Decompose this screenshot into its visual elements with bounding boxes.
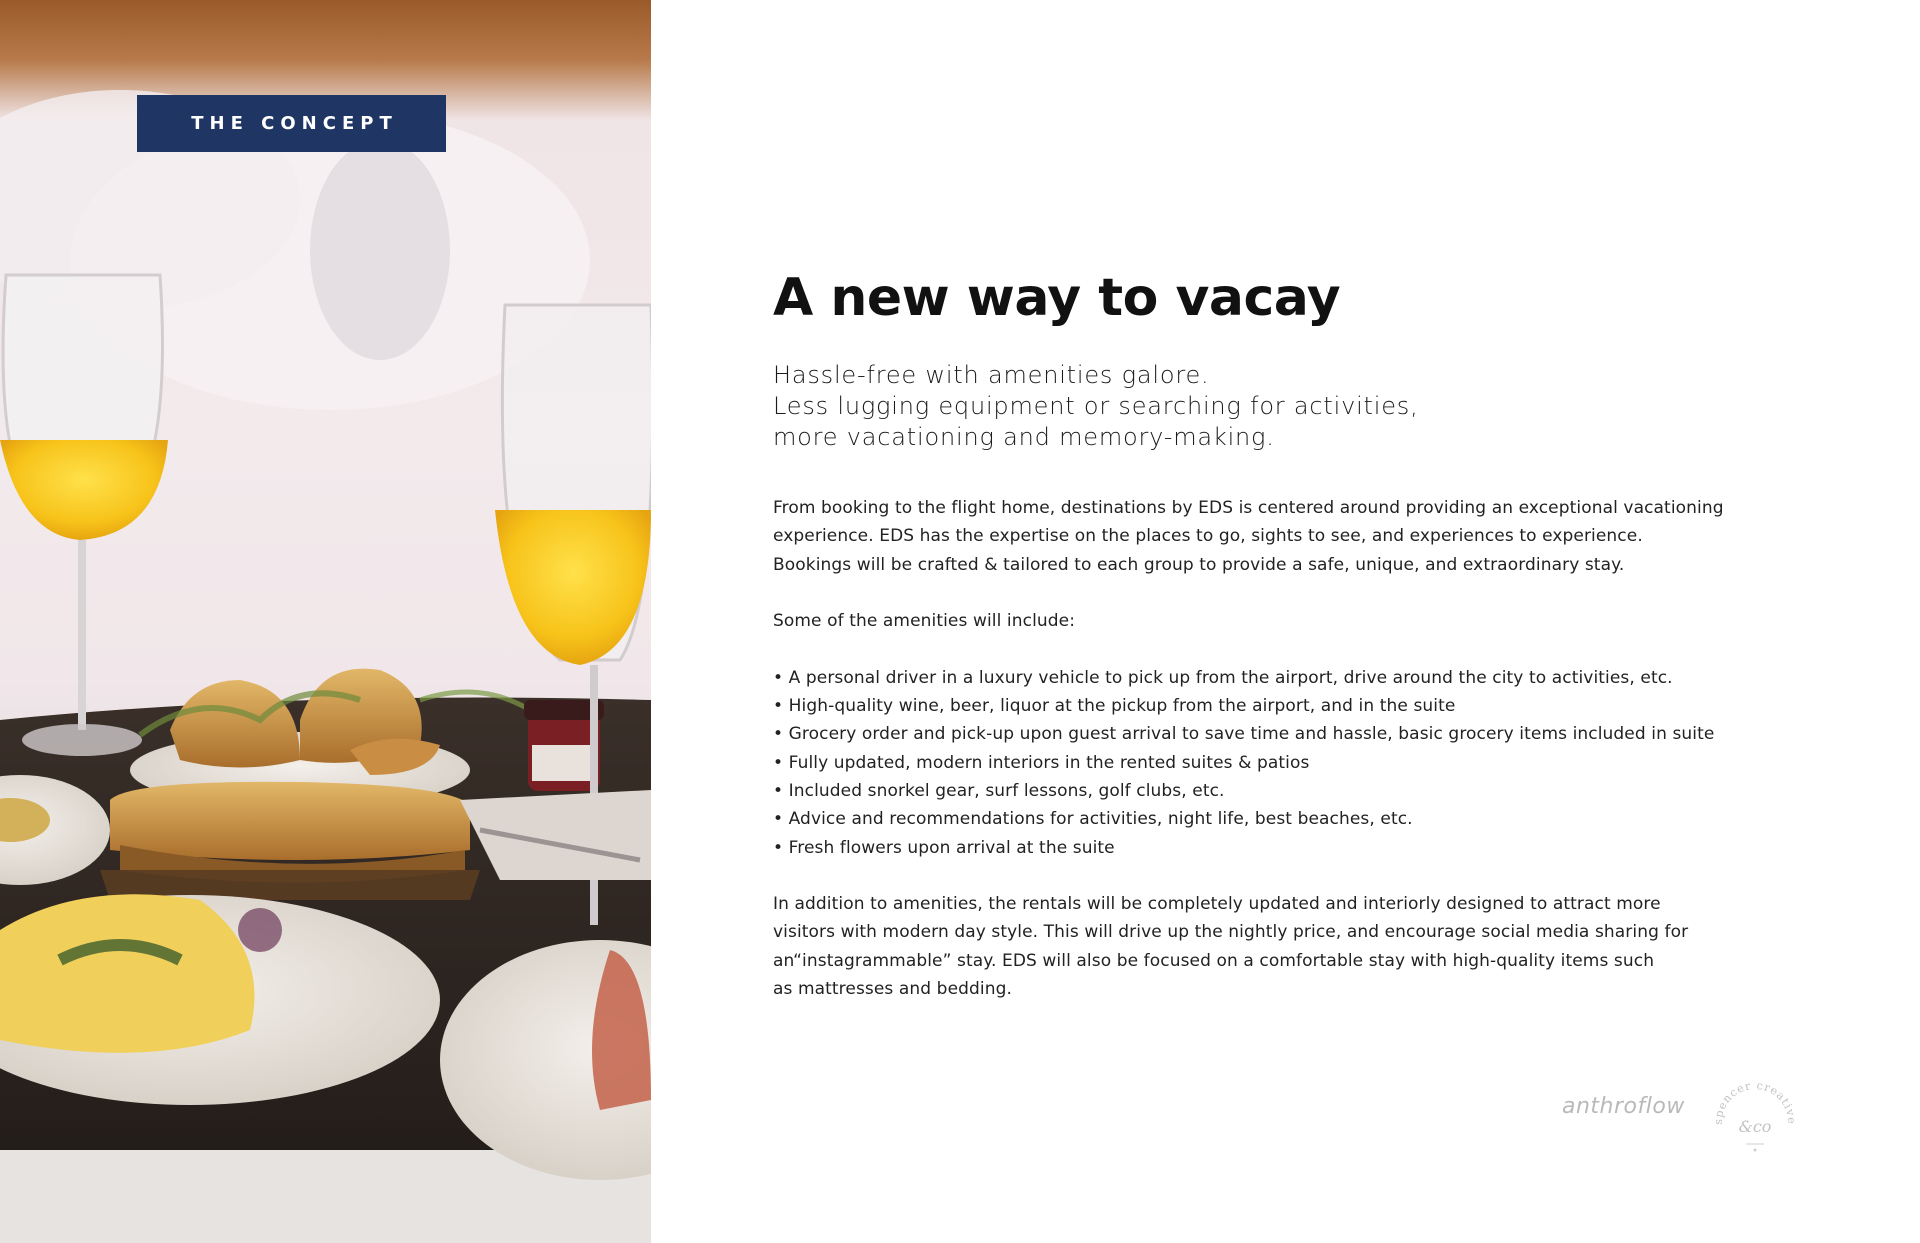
intro-line: experience. EDS has the expertise on the places to go, sights to see, and experiences to experience. — [773, 526, 1643, 547]
closing-line: an“instagrammable” stay. EDS will also be focused on a comfortable stay with high-quality items such — [773, 950, 1655, 971]
breakfast-illustration — [0, 0, 651, 1243]
page-title: A new way to vacay — [773, 268, 1341, 328]
intro-line: Bookings will be crafted & tailored to each group to provide a safe, unique, and extraordinary stay. — [773, 554, 1625, 575]
amenity-item: • A personal driver in a luxury vehicle to pick up from the airport, drive around the city to activities, etc. — [773, 667, 1673, 688]
intro-line: From booking to the flight home, destinations by EDS is centered around providing an exceptional vacationing — [773, 498, 1724, 518]
amenity-item: • High-quality wine, beer, liquor at the pickup from the airport, and in the suite — [773, 696, 1456, 717]
subhead-line: more vacationing and memory-making. — [773, 423, 1275, 451]
amenity-item: • Advice and recommendations for activities, night life, best beaches, etc. — [773, 809, 1413, 830]
amenity-item: • Fresh flowers upon arrival at the suite — [773, 837, 1115, 858]
svg-text:&co: &co — [1738, 1117, 1772, 1136]
amenity-item: • Fully updated, modern interiors in the rented suites & patios — [773, 752, 1310, 773]
subhead-line: Hassle-free with amenities galore. — [773, 361, 1210, 389]
concept-badge-label: THE CONCEPT — [191, 113, 398, 134]
amenities-intro: Some of the amenities will include: — [773, 611, 1076, 632]
concept-badge — [137, 95, 446, 152]
closing-line: visitors with modern day style. This will drive up the nightly price, and encourage social media sharing for — [773, 922, 1689, 943]
anthroflow-logo: anthroflow — [1562, 1094, 1685, 1119]
amenity-item: • Grocery order and pick-up upon guest arrival to save time and hassle, basic grocery items included in suite — [773, 724, 1715, 745]
subhead-line: Less lugging equipment or searching for activities, — [773, 392, 1419, 420]
closing-line: In addition to amenities, the rentals will be completely updated and interiorly designed to attract more — [773, 894, 1661, 915]
subhead — [773, 360, 1673, 453]
closing-line: as mattresses and bedding. — [773, 979, 1013, 1000]
spencer-creative-seal-icon — [1710, 1070, 1800, 1160]
breakfast-photo — [0, 0, 651, 1243]
amenity-item: • Included snorkel gear, surf lessons, golf clubs, etc. — [773, 780, 1225, 801]
svg-text:spencer creative: spencer creative — [1711, 1078, 1799, 1125]
body-text — [773, 494, 1773, 1003]
